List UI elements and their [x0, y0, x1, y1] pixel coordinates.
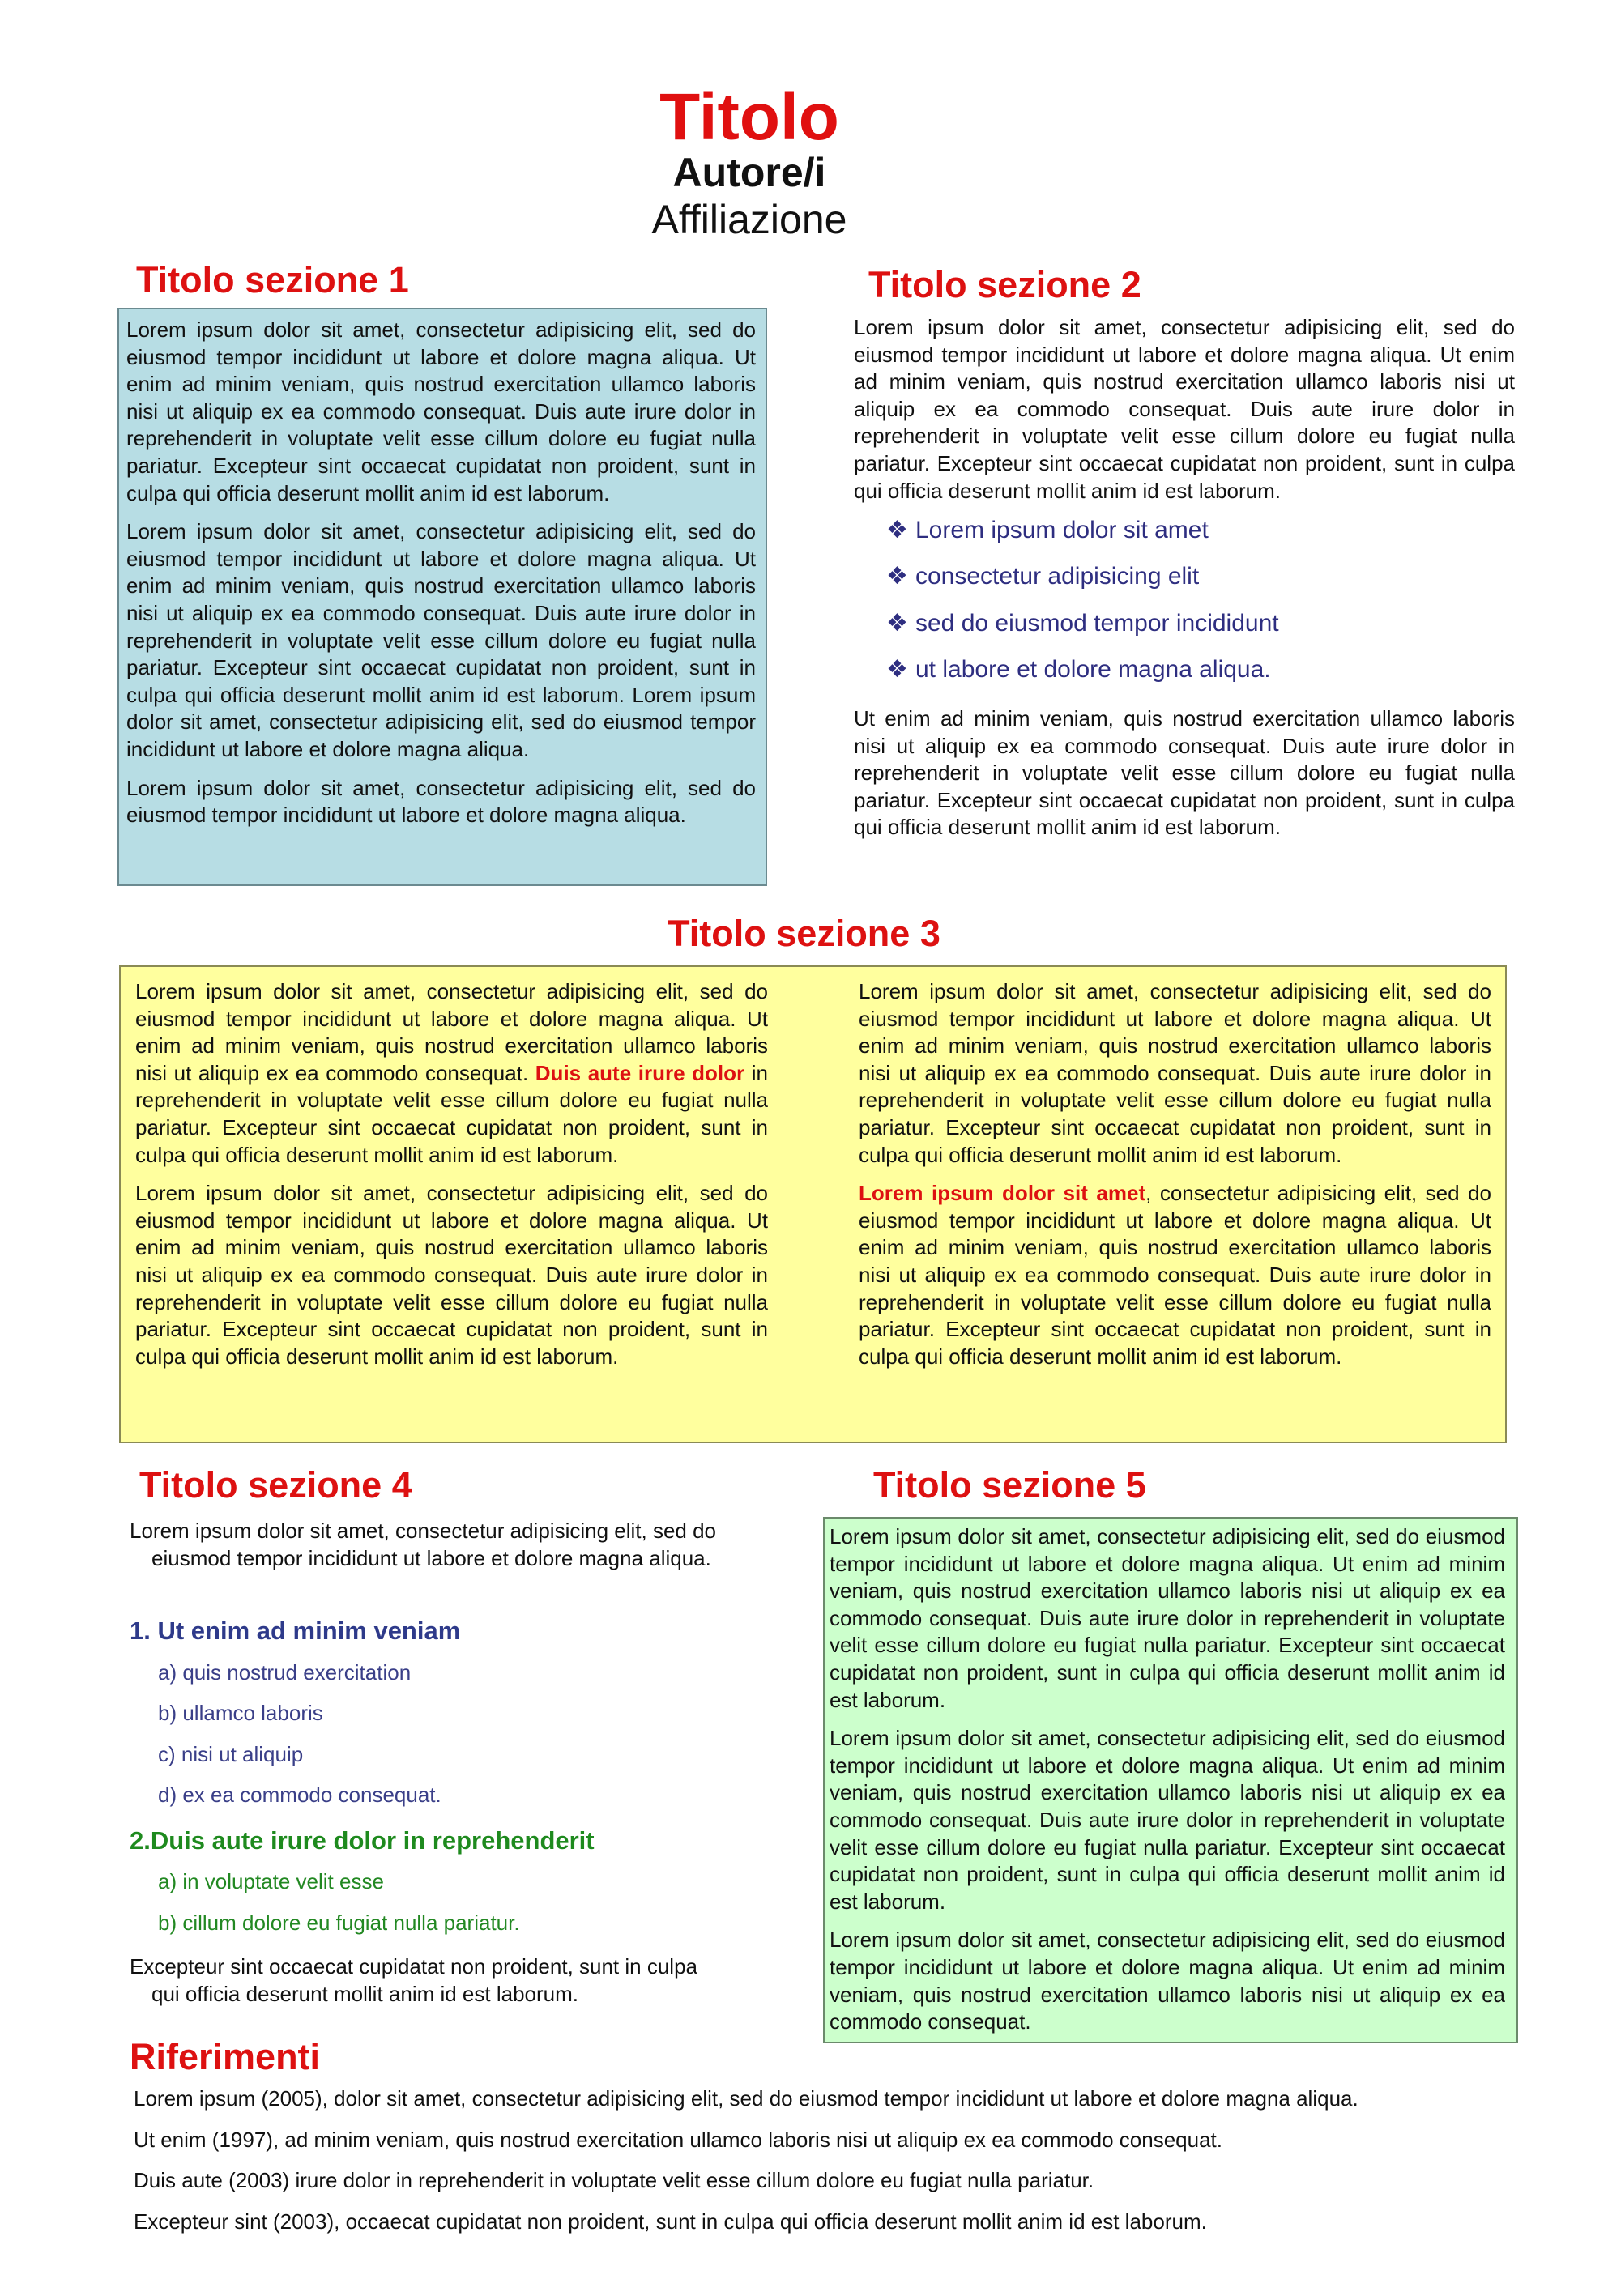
section-1-box: [117, 308, 767, 886]
section-2-bullet-list: [886, 515, 1518, 701]
list-item: d) ex ea commodo consequat.: [158, 1782, 441, 1807]
section-1-title: Titolo sezione 1: [136, 259, 409, 300]
highlighted-text: Lorem ipsum dolor sit amet: [859, 1181, 1146, 1206]
section-2-outro: Ut enim ad minim veniam, quis nostrud exercitation ullamco laboris nisi ut aliquip ex ea commodo consequat. Duis aute irure dolor in reprehenderit in voluptate velit esse cillum dolore eu fugiat nulla pariatur. Excepteur sint occaecat cupidatat non proident, sunt in culpa qui officia deserunt mollit anim id est laborum.: [854, 706, 1515, 840]
diamond-bullet-icon: ❖: [886, 563, 908, 590]
list-item-text: Lorem ipsum dolor sit amet: [915, 517, 1209, 543]
section-5-box: [823, 1517, 1518, 2043]
section-5-paragraph: Lorem ipsum dolor sit amet, consectetur adipisicing elit, sed do eiusmod tempor incididunt ut labore et dolore magna aliqua. Ut enim ad minim veniam, quis nostrud exercitation ullamco laboris nisi ut aliquip ex ea commodo consequat.: [830, 1928, 1505, 2034]
reference-item: Excepteur sint (2003), occaecat cupidatat non proident, sunt in culpa qui officia deserunt mollit anim id est laborum.: [134, 2209, 1207, 2234]
section-5-title: Titolo sezione 5: [873, 1464, 1146, 1506]
section-4-numbered-heading-1: 1. Ut enim ad minim veniam: [130, 1617, 461, 1645]
section-3-paragraph: [135, 978, 768, 1169]
section-3-paragraph: Lorem ipsum dolor sit amet, consectetur adipisicing elit, sed do eiusmod tempor incididunt ut labore et dolore magna aliqua. Ut enim ad minim veniam, quis nostrud exercitation ullamco laboris nisi ut aliquip ex ea commodo consequat. Duis aute irure dolor in reprehenderit in voluptate velit esse cillum dolore eu fugiat nulla pariatur. Excepteur sint occaecat cupidatat non proident, sunt in culpa qui officia deserunt mollit anim id est laborum.: [859, 979, 1491, 1167]
paragraph-text: in reprehenderit in voluptate velit esse cillum dolore eu fugiat nulla pariatur. Excepteur sint occaecat cupidatat non proident, sunt in culpa qui officia deserunt mollit anim id est laborum.: [135, 1060, 768, 1167]
section-1-paragraph: Lorem ipsum dolor sit amet, consectetur adipisicing elit, sed do eiusmod tempor incididunt ut labore et dolore magna aliqua. Ut enim ad minim veniam, quis nostrud exercitation ullamco laboris nisi ut aliquip ex ea commodo consequat. Duis aute irure dolor in reprehenderit in voluptate velit esse cillum dolore eu fugiat nulla pariatur. Excepteur sint occaecat cupidatat non proident, sunt in culpa qui officia deserunt mollit anim id est laborum.: [126, 317, 756, 505]
reference-item: Ut enim (1997), ad minim veniam, quis nostrud exercitation ullamco laboris nisi ut aliquip ex ea commodo consequat.: [134, 2127, 1222, 2152]
section-4-sublist-2: [158, 1868, 520, 1949]
list-item: [886, 561, 1518, 607]
section-5-paragraph: Lorem ipsum dolor sit amet, consectetur adipisicing elit, sed do eiusmod tempor incididunt ut labore et dolore magna aliqua. Ut enim ad minim veniam, quis nostrud exercitation ullamco laboris nisi ut aliquip ex ea commodo consequat. Duis aute irure dolor in reprehenderit in voluptate velit esse cillum dolore eu fugiat nulla pariatur. Excepteur sint occaecat cupidatat non proident, sunt in culpa qui officia deserunt mollit anim id est laborum.: [830, 1524, 1505, 1712]
references-title: Riferimenti: [130, 2036, 321, 2077]
section-5-paragraph: Lorem ipsum dolor sit amet, consectetur adipisicing elit, sed do eiusmod tempor incididunt ut labore et dolore magna aliqua. Ut enim ad minim veniam, quis nostrud exercitation ullamco laboris nisi ut aliquip ex ea commodo consequat. Duis aute irure dolor in reprehenderit in voluptate velit esse cillum dolore eu fugiat nulla pariatur. Excepteur sint occaecat cupidatat non proident, sunt in culpa qui officia deserunt mollit anim id est laborum.: [830, 1726, 1505, 1914]
section-2-intro: Lorem ipsum dolor sit amet, consectetur adipisicing elit, sed do eiusmod tempor incididunt ut labore et dolore magna aliqua. Ut enim ad minim veniam, quis nostrud exercitation ullamco laboris nisi ut aliquip ex ea commodo consequat. Duis aute irure dolor in reprehenderit in voluptate velit esse cillum dolore eu fugiat nulla pariatur. Excepteur sint occaecat cupidatat non proident, sunt in culpa qui officia deserunt mollit anim id est laborum.: [854, 315, 1515, 503]
diamond-bullet-icon: ❖: [886, 517, 908, 543]
list-item: [886, 654, 1518, 701]
references-list: [134, 2085, 1559, 2248]
reference-item: Lorem ipsum (2005), dolor sit amet, consectetur adipisicing elit, sed do eiusmod tempor incididunt ut labore et dolore magna aliqua.: [134, 2086, 1358, 2111]
highlighted-text: Duis aute irure dolor: [535, 1060, 745, 1085]
list-item: [886, 515, 1518, 561]
section-3-box: [119, 965, 1507, 1443]
list-item: a) in voluptate velit esse: [158, 1869, 384, 1893]
section-1-paragraph: Lorem ipsum dolor sit amet, consectetur adipisicing elit, sed do eiusmod tempor incididunt ut labore et dolore magna aliqua.: [126, 775, 756, 828]
list-item-text: sed do eiusmod tempor incididunt: [915, 609, 1279, 637]
section-2-title: Titolo sezione 2: [868, 264, 1141, 305]
section-4-intro: Lorem ipsum dolor sit amet, consectetur adipisicing elit, sed do eiusmod tempor incididunt ut labore et dolore magna aliqua.: [130, 1519, 717, 1570]
list-item: [886, 608, 1518, 654]
section-3-column-left: [135, 978, 768, 1370]
affiliation: Affiliazione: [651, 197, 847, 242]
section-4-numbered-heading-2: 2.Duis aute irure dolor in reprehenderit: [130, 1826, 595, 1855]
list-item-text: ut labore et dolore magna aliqua.: [915, 655, 1271, 683]
paragraph-text: , consectetur adipisicing elit, sed do eiusmod tempor incididunt ut labore et dolore magna aliqua. Ut enim ad minim veniam, quis nostrud exercitation ullamco laboris nisi ut aliquip ex ea commodo consequat. Duis aute irure dolor in reprehenderit in voluptate velit esse cillum dolore eu fugiat nulla pariatur. Excepteur sint occaecat cupidatat non proident, sunt in culpa qui officia deserunt mollit anim id est laborum.: [859, 1181, 1492, 1369]
diamond-bullet-icon: ❖: [886, 655, 908, 683]
paragraph-text: Lorem ipsum dolor sit amet, consectetur adipisicing elit, sed do eiusmod tempor incididunt ut labore et dolore magna aliqua. Ut enim ad minim veniam, quis nostrud exercitation ullamco laboris nisi ut aliquip ex ea commodo consequat.: [135, 979, 768, 1085]
reference-item: Duis aute (2003) irure dolor in reprehenderit in voluptate velit esse cillum dolore eu fugiat nulla pariatur.: [134, 2168, 1094, 2192]
section-3-title: Titolo sezione 3: [668, 913, 940, 954]
section-3-paragraph: [859, 1180, 1491, 1370]
section-4-outro: Excepteur sint occaecat cupidatat non proident, sunt in culpa qui officia deserunt mollit anim id est laborum.: [130, 1954, 697, 2006]
list-item-text: consectetur adipisicing elit: [915, 563, 1200, 590]
list-item: a) quis nostrud exercitation: [158, 1660, 412, 1685]
list-item: c) nisi ut aliquip: [158, 1741, 304, 1766]
section-4-sublist-1: [158, 1659, 441, 1821]
section-4-title: Titolo sezione 4: [139, 1464, 412, 1506]
list-item: b) ullamco laboris: [158, 1701, 323, 1726]
section-3-paragraph: Lorem ipsum dolor sit amet, consectetur adipisicing elit, sed do eiusmod tempor incididunt ut labore et dolore magna aliqua. Ut enim ad minim veniam, quis nostrud exercitation ullamco laboris nisi ut aliquip ex ea commodo consequat. Duis aute irure dolor in reprehenderit in voluptate velit esse cillum dolore eu fugiat nulla pariatur. Excepteur sint occaecat cupidatat non proident, sunt in culpa qui officia deserunt mollit anim id est laborum.: [135, 1181, 768, 1369]
authors: Autore/i: [672, 150, 826, 195]
diamond-bullet-icon: ❖: [886, 609, 908, 637]
list-item: b) cillum dolore eu fugiat nulla pariatur.: [158, 1910, 520, 1935]
section-1-paragraph: Lorem ipsum dolor sit amet, consectetur adipisicing elit, sed do eiusmod tempor incididunt ut labore et dolore magna aliqua. Ut enim ad minim veniam, quis nostrud exercitation ullamco laboris nisi ut aliquip ex ea commodo consequat. Duis aute irure dolor in reprehenderit in voluptate velit esse cillum dolore eu fugiat nulla pariatur. Excepteur sint occaecat cupidatat non proident, sunt in culpa qui officia deserunt mollit anim id est laborum. Lorem ipsum dolor sit amet, consectetur adipisicing elit, sed do eiusmod tempor incididunt ut labore et dolore magna aliqua.: [126, 519, 756, 761]
page-title: Titolo: [659, 80, 839, 154]
section-3-column-right: [859, 978, 1491, 1370]
